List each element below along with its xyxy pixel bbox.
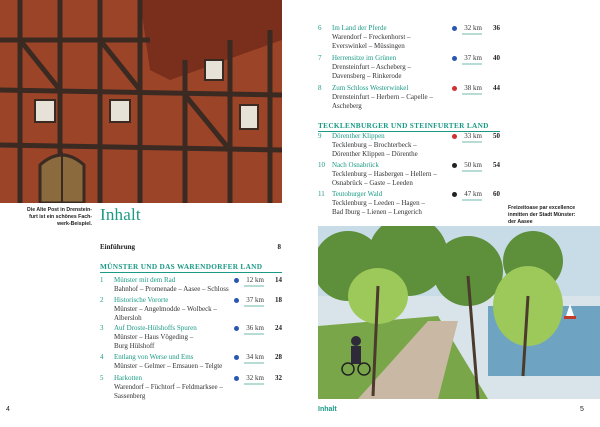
section-heading-tecklenburg: TECKLENBURGER UND STEINFURTER LAND (318, 121, 489, 130)
distance-bar (244, 305, 264, 307)
entry-title: Teutoburger Wald (332, 190, 383, 198)
entry-distance: 32 km (246, 374, 264, 382)
entry-page: 32 (275, 374, 282, 382)
entry-number: 7 (318, 54, 322, 62)
toc-entry-8[interactable] (318, 84, 500, 111)
page-number-right: 5 (580, 406, 584, 413)
toc-entry-7[interactable] (318, 54, 500, 81)
entry-route: Drensteinfurt – Herbern – Capelle – Ascheberg (332, 93, 433, 110)
entry-number: 4 (100, 353, 104, 361)
entry-title: Historische Vororte (114, 296, 169, 304)
entry-number: 11 (318, 190, 325, 198)
entry-number: 1 (100, 276, 104, 284)
entry-title: Herrensitze im Grünen (332, 54, 397, 62)
entry-route: Münster – Gelmer – Emsauen – Telgte (114, 362, 223, 370)
entry-distance: 32 km (464, 24, 482, 32)
page-number-left: 4 (6, 406, 10, 413)
entry-title: Nach Osnabrück (332, 161, 379, 169)
toc-entry-3[interactable] (100, 324, 282, 351)
entry-route: Bahnhof – Promenade – Aasee – Schloss (114, 285, 229, 293)
entry-title: Entlang von Werse und Ems (114, 353, 194, 361)
entry-page: 14 (275, 276, 282, 284)
toc-entry-4[interactable] (100, 353, 282, 371)
entry-route: Tecklenburg – Hasbergen – Hellern – Osnabrück – Gaste – Leeden (332, 170, 437, 187)
entry-route: Tecklenburg – Leeden – Hagen – Bad Iburg – Lienen – Lengerich (332, 199, 425, 216)
entry-page: 24 (275, 324, 282, 332)
entry-number: 8 (318, 84, 322, 92)
entry-page: 54 (493, 161, 500, 169)
entry-number: 6 (318, 24, 322, 32)
lake-photo-caption: Freizeitoase par excellence inmitten der Stadt Münster: der Aasee (508, 205, 576, 225)
entry-route: Drensteinfurt – Ascheberg – Davensberg – Rinkerode (332, 63, 411, 80)
entry-distance: 50 km (464, 161, 482, 169)
distance-bar (462, 63, 482, 65)
entry-number: 2 (100, 296, 104, 304)
toc-entry-11[interactable] (318, 190, 500, 217)
entry-distance: 47 km (464, 190, 482, 198)
distance-bar (462, 33, 482, 35)
entry-title: Harkotten (114, 374, 142, 382)
intro-entry[interactable] (100, 243, 281, 251)
entry-distance: 12 km (246, 276, 264, 284)
distance-bar (462, 170, 482, 172)
entry-title: Münster mit dem Rad (114, 276, 176, 284)
entry-title: Zum Schloss Westerwinkel (332, 84, 409, 92)
distance-bar (244, 333, 264, 335)
distance-bar (244, 383, 264, 385)
entry-route: Münster – Angelmodde – Wolbeck – Albersloh (114, 305, 217, 322)
entry-distance: 36 km (246, 324, 264, 332)
page-title: Inhalt (100, 205, 141, 224)
entry-title: Auf Droste-Hülshoffs Spuren (114, 324, 197, 332)
entry-distance: 34 km (246, 353, 264, 361)
photo-half-timbered-house (0, 0, 282, 203)
toc-entry-6[interactable] (318, 24, 500, 51)
toc-entry-2[interactable] (100, 296, 282, 323)
distance-bar (244, 362, 264, 364)
entry-page: 36 (493, 24, 500, 32)
entry-page: 28 (275, 353, 282, 361)
entry-distance: 37 km (246, 296, 264, 304)
entry-distance: 33 km (464, 132, 482, 140)
entry-route: Warendorf – Freckenhorst – Everswinkel – Müssingen (332, 33, 411, 50)
entry-number: 3 (100, 324, 104, 332)
distance-bar (462, 93, 482, 95)
entry-route: Münster – Haus Vögeding – Burg Hülshoff (114, 333, 194, 350)
footer-section-label: Inhalt (318, 406, 337, 413)
entry-page: 44 (493, 84, 500, 92)
entry-route: Warendorf – Füchtorf – Feldmarksee – Sassenberg (114, 383, 223, 400)
photo-aasee-lakeside (318, 226, 600, 399)
section-heading-muenster: MÜNSTER UND DAS WARENDORFER LAND (100, 262, 263, 271)
distance-bar (462, 199, 482, 201)
entry-number: 9 (318, 132, 322, 140)
toc-entry-1[interactable] (100, 276, 282, 294)
entry-number: 5 (100, 374, 104, 382)
toc-entry-9[interactable] (318, 132, 500, 159)
toc-entry-10[interactable] (318, 161, 500, 188)
entry-number: 10 (318, 161, 325, 169)
section-rule (100, 272, 282, 273)
distance-bar (244, 285, 264, 287)
entry-distance: 37 km (464, 54, 482, 62)
distance-bar (462, 141, 482, 143)
entry-route: Tecklenburg – Brochterbeck – Dörenther Klippen – Dörenthe (332, 141, 418, 158)
entry-page: 18 (275, 296, 282, 304)
entry-distance: 38 km (464, 84, 482, 92)
toc-entry-5[interactable] (100, 374, 282, 401)
entry-page: 40 (493, 54, 500, 62)
intro-page: 8 (277, 243, 281, 251)
entry-title: Im Land der Pferde (332, 24, 387, 32)
house-photo-caption: Die Alte Post in Drenstein- furt ist ein schönes Fach- werk-Beispiel. (27, 207, 92, 227)
entry-page: 60 (493, 190, 500, 198)
intro-label: Einführung (100, 243, 136, 251)
entry-page: 50 (493, 132, 500, 140)
entry-title: Dörenther Klippen (332, 132, 385, 140)
